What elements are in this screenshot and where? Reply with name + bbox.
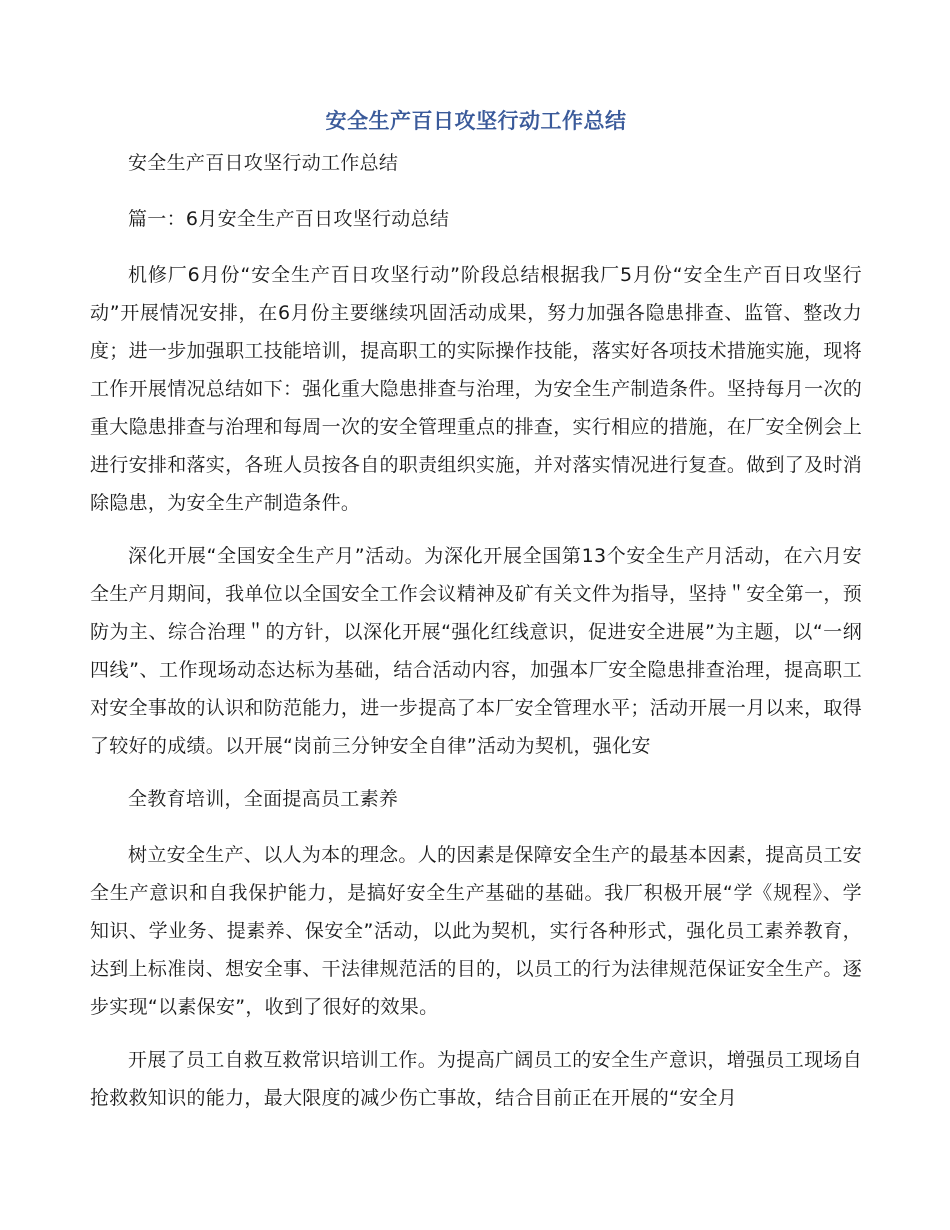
body-paragraph: 全教育培训，全面提高员工素养 (128, 788, 399, 810)
body-paragraph: 机修厂6月份“安全生产百日攻坚行动”阶段总结根据我厂5月份“安全生产百日攻坚行动”开展情况安排，在6月份主要继续巩固活动成果，努力加强各隐患排查、监管、整改力度；进一步加强职工技能培训，提高职工的实际操作技能，落实好各项技术措施实施，现将工作开展情况总结如下：强化重大隐患排查与治理，为安全生产制造条件。坚持每月一次的重大隐患排查与治理和每周一次的安全管理重点的排查，实行相应的措施，在厂安全例会上进行安排和落实，各班人员按各自的职责组织实施，并对落实情况进行复查。做到了及时消除隐患，为安全生产制造条件。 (90, 264, 863, 514)
section-heading: 篇一：6月安全生产百日攻坚行动总结 (128, 208, 450, 230)
body-paragraph: 开展了员工自救互救常识培训工作。为提高广阔员工的安全生产意识，增强员工现场自抢救救知识的能力，最大限度的减少伤亡事故，结合目前正在开展的“安全月 (90, 1049, 862, 1109)
body-paragraph: 树立安全生产、以人为本的理念。人的因素是保障安全生产的最基本因素，提高员工安全生产意识和自我保护能力，是搞好安全生产基础的基础。我厂积极开展“学《规程》、学知识、学业务、提素养、保安全”活动，以此为契机，实行各种形式，强化员工素养教育，达到上标准岗、想安全事、干法律规范活的目的，以员工的行为法律规范保证安全生产。逐步实现“以素保安”，收到了很好的效果。 (90, 844, 863, 1018)
subtitle-paragraph: 安全生产百日攻坚行动工作总结 (128, 152, 399, 174)
body-paragraph: 深化开展“全国安全生产月”活动。为深化开展全国第13个安全生产月活动，在六月安全生产月期间，我单位以全国安全工作会议精神及矿有关文件为指导，坚持＂安全第一，预防为主、综合治理＂的方针，以深化开展“强化红线意识，促进安全进展”为主题，以“一纲四线”、工作现场动态达标为基础，结合活动内容，加强本厂安全隐患排查治理，提高职工对安全事故的认识和防范能力，进一步提高了本厂安全管理水平；活动开展一月以来，取得了较好的成绩。以开展“岗前三分钟安全自律”活动为契机，强化安 (90, 545, 863, 757)
document-title: 安全生产百日攻坚行动工作总结 (325, 109, 627, 133)
